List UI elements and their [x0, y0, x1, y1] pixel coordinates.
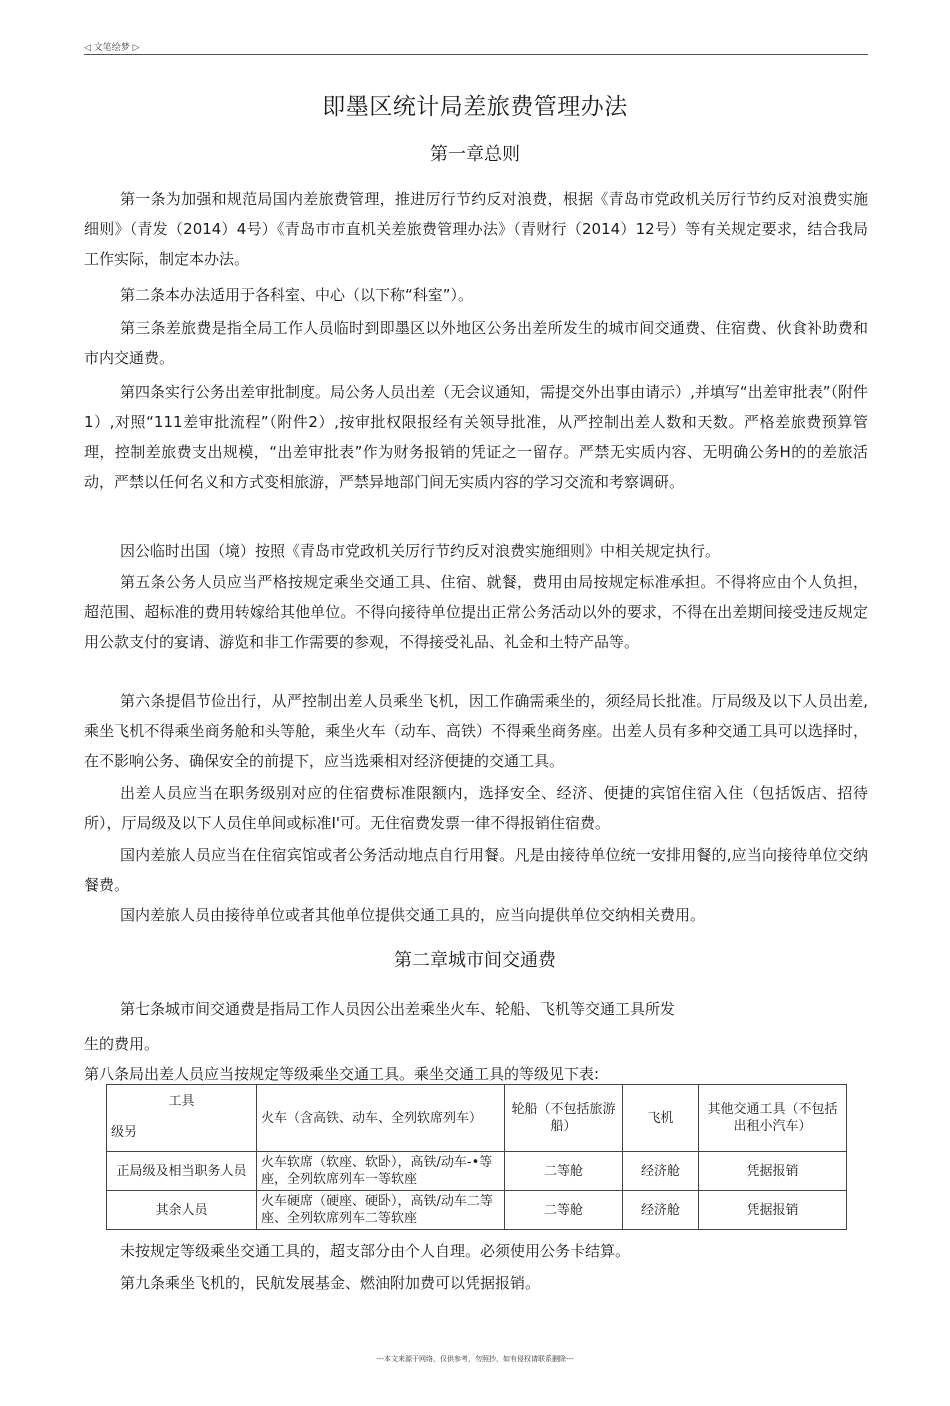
article-6-lodging: 出差人员应当在职务级别对应的住宿费标准限额内，选择安全、经济、便捷的宾馆住宿入住（包括饭店、招待所），厅局级及以下人员住单间或标准I'可。无住宿费发票一律不得报销住宿费。	[84, 784, 868, 832]
article-6: 第六条提倡节俭出行，从严控制出差人员乘坐飞机，因工作确需乘坐的，须经局长批准。厅局级及以下人员出差,乘坐飞机不得乘坐商务舱和头等舱，乘坐火车（动车、高铁）不得乘坐商务座。出差人员有多种交通工具可以选择时，在不影响公务、确保安全的前提下，应当选乘相对经济便捷的交通工具。	[84, 692, 868, 770]
table-row	[107, 1191, 847, 1230]
document-title: 即墨区统计局差旅费管理办法	[322, 94, 628, 120]
article-4: 第四条实行公务出差审批制度。局公务人员出差（无会议通知，需提交外出事由请示）,并填写“出差审批表”（附件1）,对照“111差审批流程”（附件2）,按审批权限报经有关领导批准，从严控制出差人数和天数。严格差旅费预算管理，控制差旅费支出规模，“出差审批表”作为财务报销的凭证之一留存。严禁无实质内容、无明确公务H的的差旅活动，严禁以任何名义和方式变相旅游，严禁异地部门间无实质内容的学习交流和考察调研。	[84, 383, 868, 491]
article-3: 第三条差旅费是指全局工作人员临时到即墨区以外地区公务出差所发生的城市间交通费、住宿费、伙食补助费和市内交通费。	[84, 319, 868, 367]
overspend-note: 未按规定等级乘坐交通工具的，超支部分由个人自理。必须使用公务卡结算。	[120, 1242, 631, 1260]
header-divider	[84, 54, 868, 55]
table-row	[107, 1152, 847, 1191]
row-ship: 二等舱	[505, 1191, 623, 1230]
article-4-overseas: 因公临时出国（境）按照《青岛市党政机关厉行节约反对浪费实施细则》中相关规定执行。	[120, 542, 721, 560]
row-level: 正局级及相当职务人员	[107, 1152, 257, 1191]
article-5: 第五条公务人员应当严格按规定乘坐交通工具、住宿、就餐，费用由局按规定标准承担。不得将应由个人负担，超范围、超标准的费用转嫁给其他单位。不得向接待单位提出正常公务活动以外的要求，不得在出差期间接受违反规定用公款支付的宴请、游览和非工作需要的参观，不得接受礼品、礼金和土特产品等。	[84, 573, 868, 651]
article-9: 第九条乘坐飞机的，民航发展基金、燃油附加费可以凭据报销。	[120, 1274, 541, 1292]
article-6-transport: 国内差旅人员由接待单位或者其他单位提供交通工具的，应当向提供单位交纳相关费用。	[120, 906, 706, 924]
row-other: 凭据报销	[699, 1191, 847, 1230]
row-train: 火车硬席（硬座、硬卧），高铁/动车二等座、全列软席列车二等软座	[257, 1191, 505, 1230]
corner-label-level: 级另	[111, 1125, 138, 1140]
footer-disclaimer: ---本文来源于网络，仅供参考，勿照抄，如有侵权请联系删除---	[376, 1355, 574, 1363]
article-8: 第八条局出差人员应当按规定等级乘坐交通工具。乘坐交通工具的等级见下表:	[84, 1065, 600, 1083]
article-1: 第一条为加强和规范局国内差旅费管理，推进厉行节约反对浪费，根据《青岛市党政机关厉行节约反对浪费实施细则》（青发（2014）4号）《青岛市市直机关差旅费管理办法》（青财行（2014）12号）等有关规定要求，结合我局工作实际，制定本办法。	[84, 190, 868, 268]
row-ship: 二等舱	[505, 1152, 623, 1191]
article-7-line2: 生的费用。	[84, 1035, 160, 1053]
row-plane: 经济舱	[623, 1152, 699, 1191]
row-plane: 经济舱	[623, 1191, 699, 1230]
transport-grade-table	[106, 1084, 847, 1230]
article-6-meals: 国内差旅人员应当在住宿宾馆或者公务活动地点自行用餐。凡是由接待单位统一安排用餐的,应当向接待单位交纳餐费。	[84, 846, 868, 894]
table-corner-cell	[107, 1085, 257, 1152]
article-7-line1: 第七条城市间交通费是指局工作人员因公出差乘坐火车、轮船、飞机等交通工具所发	[120, 1000, 676, 1018]
col-header-train: 火车（含高铁、动车、全列软席列车）	[257, 1085, 505, 1152]
col-header-ship: 轮船（不包括旅游船）	[505, 1085, 623, 1152]
header-note: ◁ 文笔绘梦 ▷	[84, 43, 140, 53]
corner-label-tool: 工具	[168, 1094, 195, 1109]
chapter-1-heading: 第一章总则	[430, 144, 520, 165]
chapter-2-heading: 第二章城市间交通费	[394, 950, 556, 971]
col-header-plane: 飞机	[623, 1085, 699, 1152]
col-header-other: 其他交通工具（不包括出租小汽车）	[699, 1085, 847, 1152]
row-other: 凭据报销	[699, 1152, 847, 1191]
row-train: 火车软席（软座、软卧），高铁/动车-•等座，全列软席列车一等软座	[257, 1152, 505, 1191]
row-level: 其余人员	[107, 1191, 257, 1230]
article-2: 第二条本办法适用于各科室、中心（以下称“科室”）。	[120, 286, 474, 304]
table-header-row	[107, 1085, 847, 1152]
